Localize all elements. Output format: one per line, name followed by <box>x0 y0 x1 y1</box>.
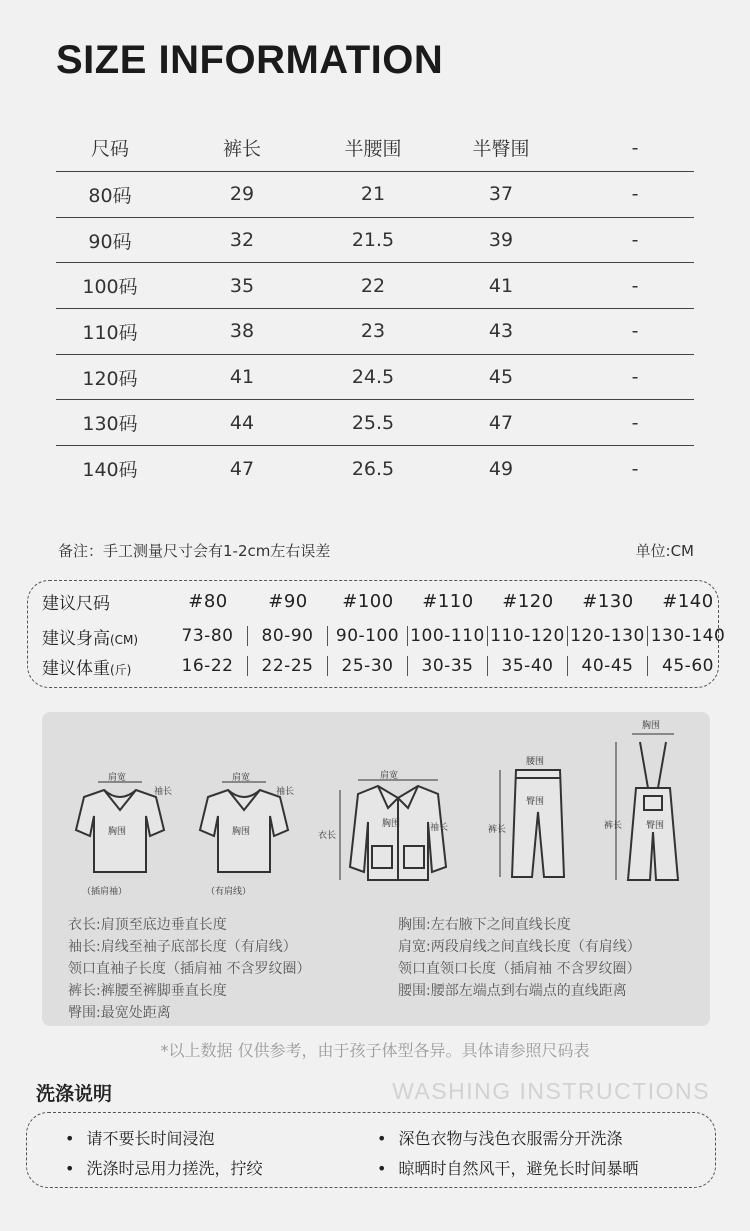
raglan-caption: （插肩袖） <box>82 887 128 897</box>
recommend-height: 130-140 <box>650 626 726 646</box>
value-cell: 24.5 <box>351 366 395 389</box>
value-cell: 21 <box>360 183 386 206</box>
recommend-height: 80-90 <box>248 626 328 646</box>
definitions-left <box>68 914 310 1024</box>
washing-box <box>26 1112 716 1188</box>
size-cell: 120码 <box>82 367 138 390</box>
chest-label: 胸围 <box>382 819 401 829</box>
value-cell: 25.5 <box>351 411 395 434</box>
recommend-weight: 35-40 <box>488 656 568 676</box>
recommend-weight: 25-30 <box>328 656 408 676</box>
recommend-height: 110-120 <box>488 626 568 646</box>
value-cell: 32 <box>229 229 255 252</box>
recommend-size: #80 <box>188 591 228 612</box>
sleeve-label: 袖长 <box>430 823 449 833</box>
value-cell: 29 <box>229 183 255 206</box>
pants-length-label: 裤长 <box>604 821 623 831</box>
chest-label: 胸围 <box>108 827 127 837</box>
length-label: 衣长 <box>318 831 337 841</box>
value-cell: 49 <box>488 457 514 480</box>
header-cell: 半臀围 <box>472 138 530 160</box>
value-cell: 35 <box>229 274 255 297</box>
size-cell: 130码 <box>82 413 138 436</box>
table-row <box>56 309 694 355</box>
sleeve-label: 袖长 <box>154 787 173 797</box>
recommend-height: 120-130 <box>568 626 648 646</box>
value-cell: 23 <box>360 320 386 343</box>
unit-label: 单位:CM <box>635 542 694 560</box>
recommend-weight: 45-60 <box>662 656 714 676</box>
table-row <box>56 446 694 492</box>
washing-item: • 晾晒时自然风干，避免长时间暴晒 <box>377 1156 638 1179</box>
size-cell: 90码 <box>88 230 132 253</box>
recommend-weight: 30-35 <box>408 656 488 676</box>
sleeve-label: 袖长 <box>276 787 295 797</box>
chest-label: 胸围 <box>642 721 661 731</box>
table-row <box>56 263 694 309</box>
shoulder-label: 肩宽 <box>232 773 251 783</box>
recommend-size: #140 <box>662 591 714 612</box>
value-cell: 41 <box>229 366 255 389</box>
page-title: SIZE INFORMATION <box>56 38 444 82</box>
value-cell: 39 <box>488 229 514 252</box>
size-cell: 100码 <box>82 276 138 299</box>
value-cell: 22 <box>360 274 386 297</box>
disclaimer: *以上数据 仅供参考，由于孩子体型各异。具体请参照尺码表 <box>160 1041 590 1060</box>
jacket-icon <box>350 786 449 880</box>
value-cell: - <box>631 320 639 343</box>
recommend-size-label: 建议尺码 <box>42 594 110 614</box>
definition-line: 腰围:腰部左端点到右端点的直线距离 <box>398 983 627 999</box>
recommend-size: #130 <box>582 591 634 612</box>
value-cell: 44 <box>229 411 255 434</box>
value-cell: 26.5 <box>351 457 395 480</box>
recommend-weight: 40-45 <box>568 656 648 676</box>
definition-line: 裤长:裤腰至裤脚垂直长度 <box>68 983 227 999</box>
value-cell: - <box>631 183 639 206</box>
recommendation-box <box>27 580 726 688</box>
size-cell: 140码 <box>82 459 138 482</box>
recommend-weight: 16-22 <box>168 656 248 676</box>
size-cell: 80码 <box>88 184 132 207</box>
shoulder-label: 肩宽 <box>108 773 127 783</box>
recommend-height: 90-100 <box>328 626 408 646</box>
recommend-size: #110 <box>422 591 474 612</box>
definition-line: 衣长:肩顶至底边垂直长度 <box>68 917 227 933</box>
header-cell: - <box>631 136 639 159</box>
washing-title: 洗涤说明 <box>36 1083 113 1105</box>
definition-line: 领口直领口长度（插肩袖 不含罗纹圈） <box>398 961 641 977</box>
garment-diagrams <box>42 712 710 912</box>
table-row <box>56 172 694 218</box>
recommend-size: #90 <box>268 591 308 612</box>
header-cell: 尺码 <box>90 138 129 160</box>
recommend-size: #100 <box>342 591 394 612</box>
overalls-icon <box>628 742 678 880</box>
pants-icon <box>512 770 564 877</box>
recommend-height: 100-110 <box>408 626 488 646</box>
value-cell: 47 <box>488 411 514 434</box>
definitions-right <box>398 914 641 1002</box>
recommend-size-row <box>28 589 728 614</box>
pants-length-label: 裤长 <box>488 825 507 835</box>
recommend-weight-row <box>28 651 728 681</box>
washing-item: • 深色衣物与浅色衣服需分开洗涤 <box>377 1126 622 1149</box>
size-table-header <box>56 124 694 172</box>
value-cell: 47 <box>229 457 255 480</box>
value-cell: - <box>631 274 639 297</box>
shoulder-label: 肩宽 <box>380 771 399 781</box>
recommend-height-row <box>28 621 728 651</box>
recommend-height: 73-80 <box>168 626 248 646</box>
measurement-note: 备注：手工测量尺寸会有1-2cm左右误差 <box>58 542 331 560</box>
measurement-diagram-panel <box>42 712 710 1026</box>
value-cell: - <box>631 457 639 480</box>
recommend-size: #120 <box>502 591 554 612</box>
hip-label: 臀围 <box>646 821 665 831</box>
table-row <box>56 400 694 446</box>
recommend-height-label: 建议身高(CM) <box>42 628 139 649</box>
value-cell: 43 <box>488 320 514 343</box>
table-row <box>56 218 694 264</box>
definition-line: 袖长:肩线至袖子底部长度（有肩线） <box>68 939 297 955</box>
value-cell: - <box>631 229 639 252</box>
chest-label: 胸围 <box>232 827 251 837</box>
recommend-weight: 22-25 <box>248 656 328 676</box>
value-cell: 21.5 <box>351 229 395 252</box>
waist-label: 腰围 <box>526 757 545 767</box>
value-cell: 45 <box>488 366 514 389</box>
size-cell: 110码 <box>82 321 138 344</box>
definition-line: 臀围:最宽处距离 <box>68 1005 171 1021</box>
size-table <box>56 124 694 492</box>
definition-line: 胸围:左右腋下之间直线长度 <box>398 917 571 933</box>
recommend-weight-label: 建议体重(斤) <box>42 658 132 679</box>
hip-label: 臀围 <box>526 797 545 807</box>
definition-line: 肩宽:两段肩线之间直线长度（有肩线） <box>398 939 641 955</box>
value-cell: 38 <box>229 320 255 343</box>
table-row <box>56 355 694 401</box>
header-cell: 裤长 <box>222 138 261 160</box>
set-in-caption: （有肩线） <box>206 887 252 897</box>
header-cell: 半腰围 <box>344 138 402 160</box>
value-cell: 37 <box>488 183 514 206</box>
value-cell: 41 <box>488 274 514 297</box>
washing-title-en: WASHING INSTRUCTIONS <box>392 1078 710 1104</box>
washing-item: • 洗涤时忌用力搓洗，拧绞 <box>65 1156 262 1179</box>
washing-item: • 请不要长时间浸泡 <box>65 1126 214 1149</box>
value-cell: - <box>631 366 639 389</box>
definition-line: 领口直袖子长度（插肩袖 不含罗纹圈） <box>68 961 311 977</box>
value-cell: - <box>631 411 639 434</box>
